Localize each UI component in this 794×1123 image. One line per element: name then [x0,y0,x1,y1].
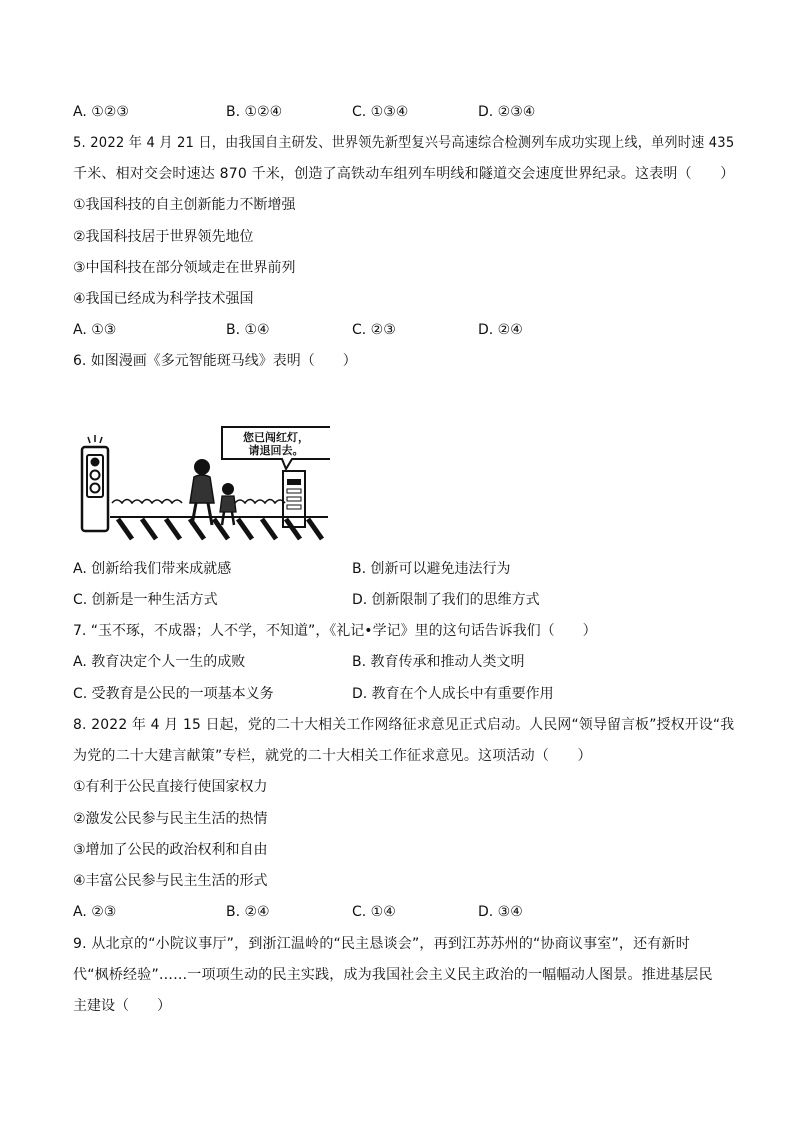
bubble-line-2: 请退回去。 [248,444,304,457]
q6-options-row-1 [73,559,733,579]
q9-stem-line-1: 9. 从北京的“小院议事厅”，到浙江温岭的“民主恳谈会”，再到江苏苏州的“协商议事室”，还有新时 [73,936,690,952]
q8-option-b: B. ②④ [226,904,270,920]
q6-stem: 6. 如图漫画《多元智能斑马线》表明（ ） [73,353,357,369]
q5-stem-line-2: 千米、相对交会时速达 870 千米，创造了高铁动车组列车明线和隧道交会速度世界纪录。这表明（ ） [73,166,735,182]
q8-statement-4: ④丰富公民参与民主生活的形式 [73,873,268,889]
q8-option-d: D. ③④ [478,904,523,920]
q4-option-c: C. ①③④ [352,104,409,120]
q7-options-row-2 [73,684,733,704]
q5-option-d: D. ②④ [478,322,523,338]
q8-option-c: C. ①④ [352,904,396,920]
q8-statement-2: ②激发公民参与民主生活的热情 [73,811,268,827]
q4-option-b: B. ①②④ [226,104,283,120]
q5-option-b: B. ①④ [226,322,270,338]
q9-stem-line-2: 代“枫桥经验”……一项项生动的民主实践，成为我国社会主义民主政治的一幅幅动人图景。推进基层民 [73,967,713,983]
q8-statement-3: ③增加了公民的政治权利和自由 [73,842,268,858]
q8-options [73,902,733,922]
q9-stem-line-3: 主建设（ ） [73,998,171,1014]
q5-statement-1: ①我国科技的自主创新能力不断增强 [73,197,296,213]
q8-option-a: A. ②③ [73,904,117,920]
q4-options [73,102,733,122]
q5-statement-3: ③中国科技在部分领域走在世界前列 [73,260,296,276]
q5-option-a: A. ①③ [73,322,117,338]
q8-statement-1: ①有利于公民直接行使国家权力 [73,779,268,795]
q5-options [73,320,733,340]
q7-option-a: A. 教育决定个人一生的成败 [73,654,246,670]
q7-option-d: D. 教育在个人成长中有重要作用 [352,686,554,702]
q7-option-c: C. 受教育是公民的一项基本义务 [73,686,274,702]
q5-statement-4: ④我国已经成为科学技术强国 [73,291,254,307]
q7-option-b: B. 教育传承和推动人类文明 [352,654,525,670]
q8-stem-line-1: 8. 2022 年 4 月 15 日起，党的二十大相关工作网络征求意见正式启动。人民网“领导留言板”授权开设“我 [73,717,735,733]
q5-option-c: C. ②③ [352,322,396,338]
q7-options-row-1 [73,652,733,672]
q5-stem-line-1: 5. 2022 年 4 月 21 日，由我国自主研发、世界领先新型复兴号高速综合检测列车成功实现上线，单列时速 435 [73,135,735,151]
q6-option-c: C. 创新是一种生活方式 [73,592,218,608]
zebra-crossing-cartoon [70,425,330,545]
q6-option-d: D. 创新限制了我们的思维方式 [352,592,540,608]
q6-option-a: A. 创新给我们带来成就感 [73,561,232,577]
q6-options-row-2 [73,590,733,610]
q5-statement-2: ②我国科技居于世界领先地位 [73,229,254,245]
q4-option-a: A. ①②③ [73,104,129,120]
q4-option-d: D. ②③④ [478,104,536,120]
q8-stem-line-2: 为党的二十大建言献策”专栏，就党的二十大相关工作征求意见。这项活动（ ） [73,748,592,764]
q7-stem: 7. “玉不琢，不成器；人不学，不知道”，《礼记•学记》里的这句话告诉我们（ ） [73,623,597,639]
q6-option-b: B. 创新可以避免违法行为 [352,561,511,577]
bubble-line-1: 您已闯红灯， [243,431,309,444]
